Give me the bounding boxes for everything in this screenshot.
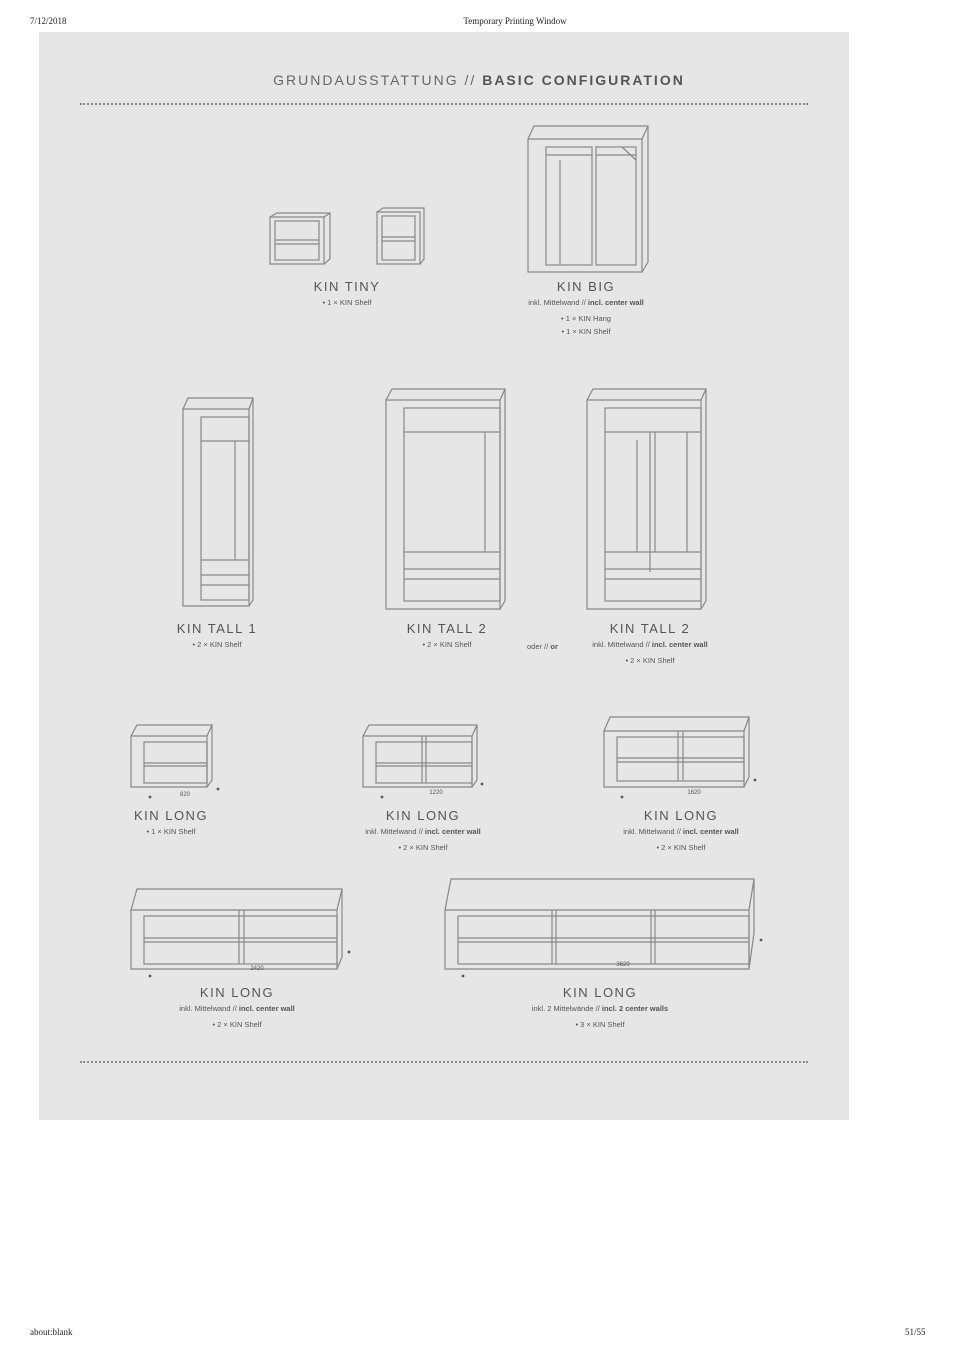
kin-long-1620-name: KIN LONG [643,808,719,823]
kin-long-1220-item-1: • 2 × KIN Shelf [398,843,448,852]
page-count: 51/55 [905,1327,926,1337]
heading-separator: // [464,72,477,88]
kin-tiny-item-1: • 1 × KIN Shelf [322,298,372,307]
dimension-label-1620: 1620 [687,790,701,796]
window-title: Temporary Printing Window [463,16,567,26]
kin-big-item-2: • 1 × KIN Shelf [561,327,611,336]
kin-big-note: inkl. Mittelwand // incl. center wall [528,298,644,307]
kin-tiny-drawing-narrow [377,208,424,264]
kin-tall-2-cw-name: KIN TALL 2 [609,621,691,636]
kin-long-2420-name: KIN LONG [199,985,275,1000]
kin-long-820-caption [134,808,208,840]
dimension-label-1220: 1220 [429,790,443,796]
kin-long-1220-drawing [363,725,483,798]
kin-tall-2-name: KIN TALL 2 [406,621,488,636]
kin-long-1220-name: KIN LONG [385,808,461,823]
kin-tall-2-drawing [386,389,505,609]
kin-long-820-item-1: • 1 × KIN Shelf [146,827,196,836]
kin-long-3620-drawing [445,879,762,977]
kin-long-2420-item-1: • 2 × KIN Shelf [212,1020,262,1029]
oder-or-label: oder // or [527,642,558,651]
kin-long-2420-caption [179,985,294,1033]
kin-long-2420-note: inkl. Mittelwand // incl. center wall [179,1004,295,1013]
kin-long-3620-note: inkl. 2 Mittelwände // incl. 2 center walls [531,1004,669,1013]
kin-tall-2-center-wall-caption [592,621,707,669]
kin-tall-1-drawing [183,398,253,606]
kin-big-name: KIN BIG [556,279,616,294]
kin-long-3620-name: KIN LONG [562,985,638,1000]
kin-tall-1-caption [177,621,258,653]
kin-long-3620-caption [532,985,668,1033]
kin-tiny-drawing-wide [270,213,330,264]
dimension-label-2420: 2420 [250,966,264,972]
page-url: about:blank [30,1327,73,1337]
kin-long-820-drawing [131,725,219,798]
heading-german: GRUNDAUSSTATTUNG [273,72,459,88]
print-date: 7/12/2018 [30,16,67,26]
kin-tiny-name: KIN TINY [313,279,381,294]
kin-long-1220-caption [365,808,480,856]
kin-tall-2-cw-item-1: • 2 × KIN Shelf [625,656,675,665]
kin-tall-2-item-1: • 2 × KIN Shelf [422,640,472,649]
kin-long-1620-drawing [604,717,756,798]
kin-big-caption [528,279,643,340]
kin-tall-2-center-wall-drawing [587,389,706,609]
kin-long-3620-item-1: • 3 × KIN Shelf [575,1020,625,1029]
kin-tall-2-cw-note: inkl. Mittelwand // incl. center wall [592,640,708,649]
kin-long-820-name: KIN LONG [133,808,209,823]
kin-long-1620-item-1: • 2 × KIN Shelf [656,843,706,852]
kin-big-drawing [528,126,648,272]
kin-long-2420-drawing [131,889,350,977]
kin-big-item-1: • 1 × KIN Hang [561,314,611,323]
kin-long-1620-note: inkl. Mittelwand // incl. center wall [623,827,739,836]
kin-tall-1-item-1: • 2 × KIN Shelf [192,640,242,649]
kin-tall-2-caption [407,621,488,653]
kin-long-1220-note: inkl. Mittelwand // incl. center wall [365,827,481,836]
kin-tall-1-name: KIN TALL 1 [176,621,258,636]
dimension-label-820: 820 [179,792,191,798]
heading-english: BASIC CONFIGURATION [482,72,685,88]
dimension-label-3620: 3620 [616,962,630,968]
kin-tiny-caption [314,279,381,311]
kin-long-1620-caption [623,808,738,856]
